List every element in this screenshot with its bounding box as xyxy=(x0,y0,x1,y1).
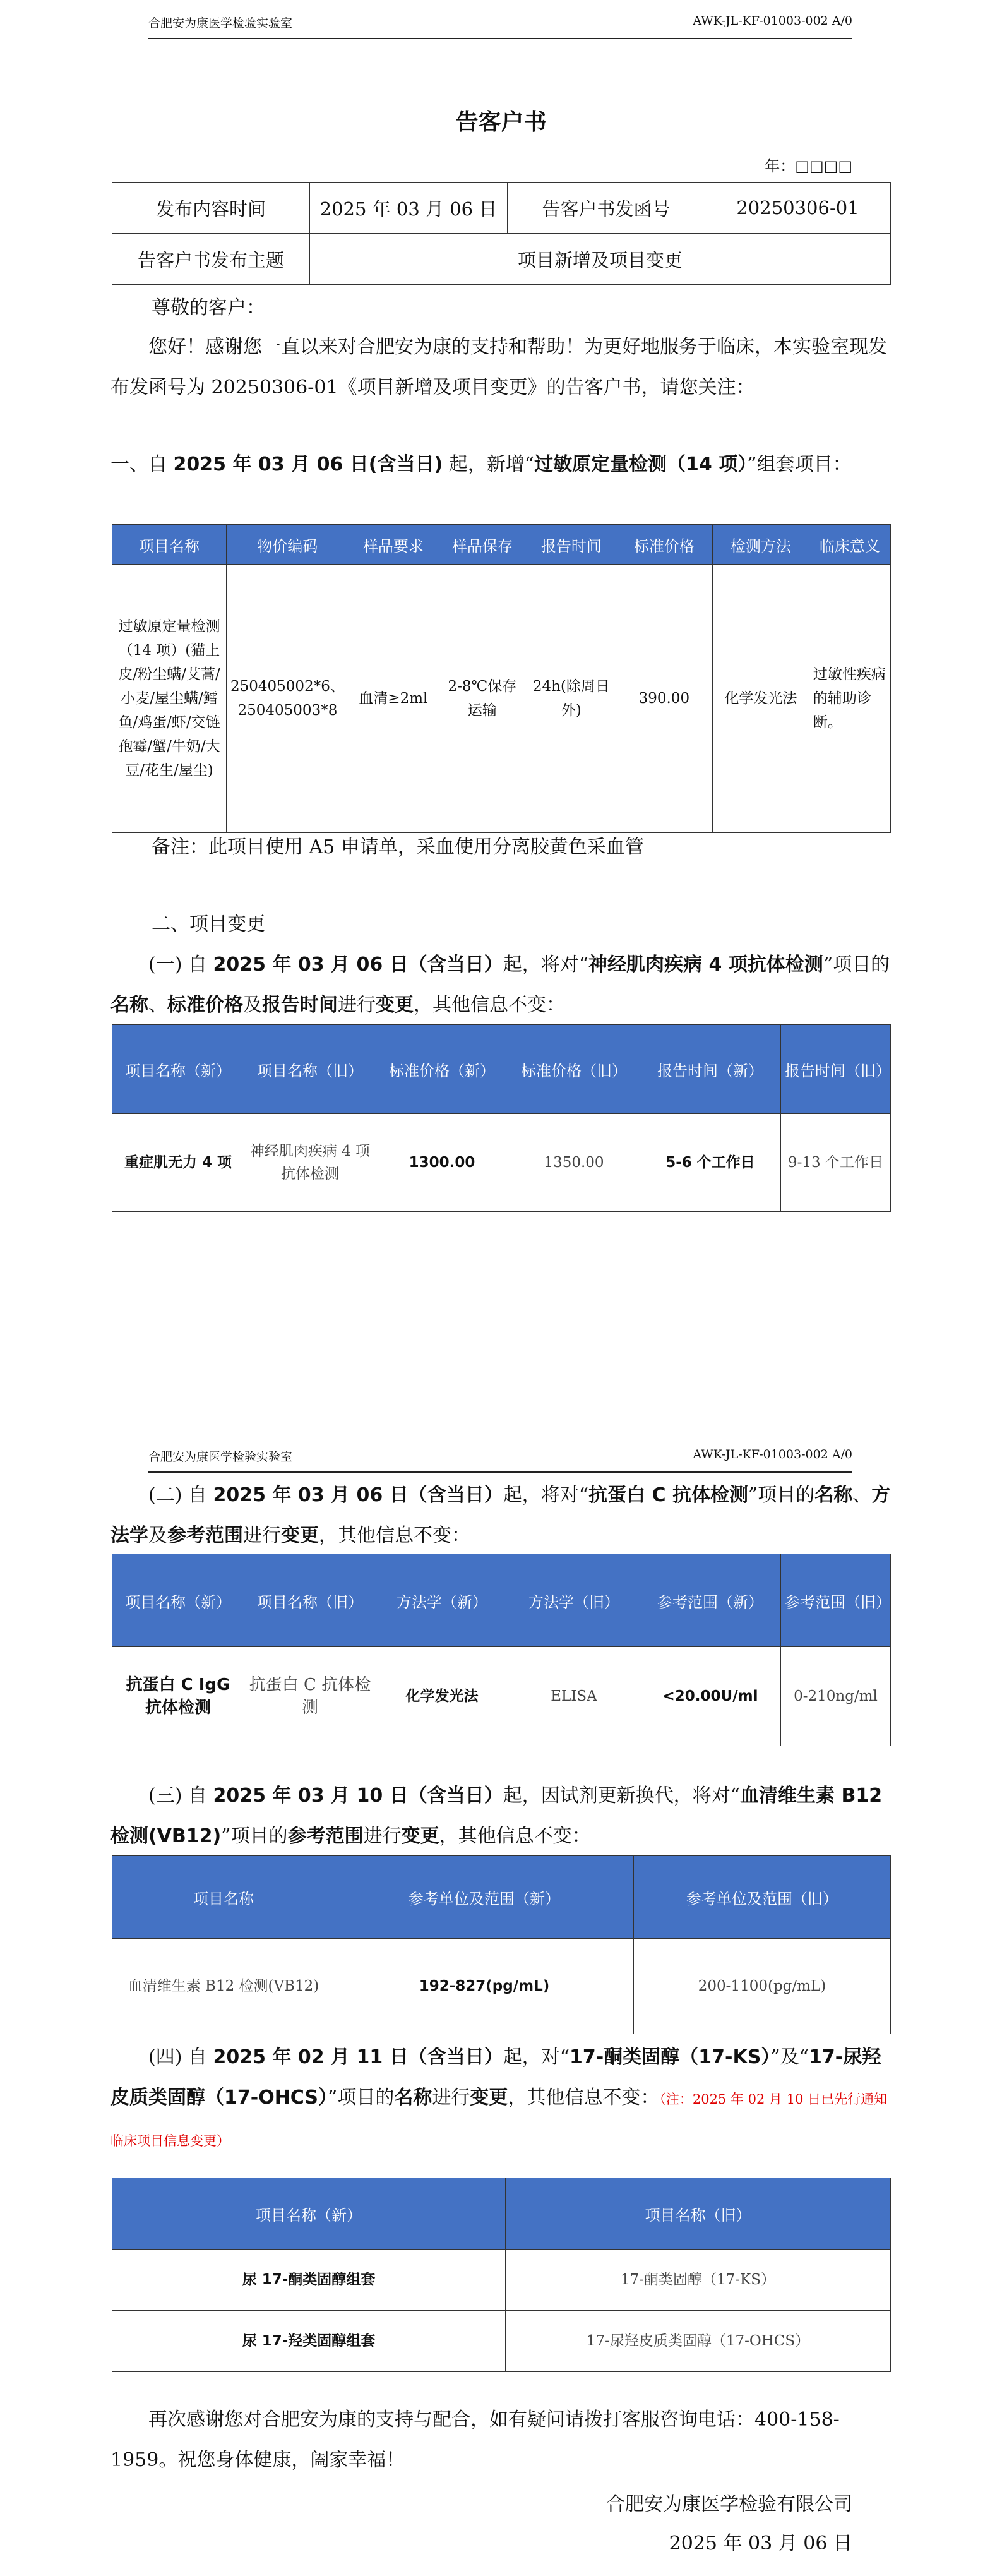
th-meaning: 临床意义 xyxy=(809,525,890,565)
c4-r0-new: 尿 17-酮类固醇组套 xyxy=(112,2250,506,2311)
meta-release-time: 2025 年 03 月 06 日 xyxy=(310,183,508,234)
c2-cell-5: 0-210ng/ml xyxy=(781,1647,891,1746)
c1-th-5: 报告时间（旧） xyxy=(781,1025,891,1114)
page-header xyxy=(148,0,852,39)
th-name: 项目名称 xyxy=(112,525,227,565)
page-header-2 xyxy=(148,1434,852,1473)
change3-table xyxy=(112,1855,891,2034)
new-item-table xyxy=(112,524,891,833)
greeting: 尊敬的客户： xyxy=(152,297,265,319)
c1-th-0: 项目名称（新） xyxy=(112,1025,244,1114)
th-sample: 样品要求 xyxy=(349,525,438,565)
change4-note: （注：2025 年 02 月 10 日已先行通知临床项目信息变更） xyxy=(110,2092,888,2148)
c1-th-3: 标准价格（旧） xyxy=(508,1025,640,1114)
c1-cell-1: 神经肌肉疾病 4 项抗体检测 xyxy=(244,1114,376,1212)
cell-method: 化学发光法 xyxy=(712,565,809,833)
section1-note: 备注：此项目使用 A5 申请单，采血使用分离胶黄色采血管 xyxy=(152,836,644,858)
header-lab: 合肥安为康医学检验实验室 xyxy=(148,16,293,30)
meta-topic: 项目新增及项目变更 xyxy=(310,234,891,285)
c2-th-0: 项目名称（新） xyxy=(112,1554,244,1647)
change1-text: (一) 自 2025 年 03 月 06 日（含当日）起，将对“神经肌肉疾病 4 项抗体检测”项目的名称、标准价格及报告时间进行变更，其他信息不变： xyxy=(110,954,890,1016)
change4-table xyxy=(112,2178,891,2372)
table-row xyxy=(112,565,891,833)
change1-table xyxy=(112,1024,891,1212)
meta-table xyxy=(112,182,891,285)
table-row xyxy=(112,2311,891,2372)
table-row xyxy=(112,1647,891,1746)
header-lab-2: 合肥安为康医学检验实验室 xyxy=(148,1450,293,1464)
cell-code: 250405002*6、250405003*8 xyxy=(227,565,349,833)
change3-text: (三) 自 2025 年 03 月 10 日（含当日）起，因试剂更新换代，将对“血清维生素 B12 检测(VB12)”项目的参考范围进行变更，其他信息不变： xyxy=(110,1785,883,1847)
c2-cell-4: <20.00U/ml xyxy=(640,1647,781,1746)
cell-name: 过敏原定量检测（14 项）(猫上皮/粉尘螨/艾蒿/小麦/屋尘螨/鳕鱼/鸡蛋/虾/交链孢霉/蟹/牛奶/大豆/花生/屋尘) xyxy=(112,565,227,833)
c1-cell-5: 9-13 个工作日 xyxy=(781,1114,891,1212)
th-price: 标准价格 xyxy=(616,525,712,565)
c1-cell-3: 1350.00 xyxy=(508,1114,640,1212)
c3-th-1: 参考单位及范围（新） xyxy=(335,1856,634,1939)
c4-r0-old: 17-酮类固醇（17-KS） xyxy=(506,2250,891,2311)
section1-heading: 一、自 2025 年 03 月 06 日(含当日) 起，新增“过敏原定量检测（14 项）”组套项目： xyxy=(110,453,852,476)
meta-release-time-label: 发布内容时间 xyxy=(112,183,310,234)
c4-th-0: 项目名称（新） xyxy=(112,2178,506,2250)
intro-paragraph: 您好！感谢您一直以来对合肥安为康的支持和帮助！为更好地服务于临床，本实验室现发布发函号为 20250306-01《项目新增及项目变更》的告客户书，请您关注： xyxy=(110,336,887,398)
c3-cell-0: 血清维生素 B12 检测(VB12) xyxy=(112,1939,335,2034)
cell-price: 390.00 xyxy=(616,565,712,833)
c2-th-4: 参考范围（新） xyxy=(640,1554,781,1647)
th-method: 检测方法 xyxy=(712,525,809,565)
c1-cell-0: 重症肌无力 4 项 xyxy=(112,1114,244,1212)
c4-th-1: 项目名称（旧） xyxy=(506,2178,891,2250)
closing-paragraph: 再次感谢您对合肥安为康的支持与配合，如有疑问请拨打客服咨询电话：400-158-1959。祝您身体健康，阖家幸福！ xyxy=(110,2409,840,2471)
c1-th-2: 标准价格（新） xyxy=(376,1025,508,1114)
header-doc-code-2: AWK-JL-KF-01003-002 A/0 xyxy=(693,1447,852,1461)
c2-th-5: 参考范围（旧） xyxy=(781,1554,891,1647)
signature-company: 合肥安为康医学检验有限公司 xyxy=(606,2493,852,2515)
c3-cell-1: 192-827(pg/mL) xyxy=(335,1939,634,2034)
c1-th-4: 报告时间（新） xyxy=(640,1025,781,1114)
meta-letter-no-label: 告客户书发函号 xyxy=(508,183,705,234)
th-storage: 样品保存 xyxy=(438,525,527,565)
c4-r1-old: 17-尿羟皮质类固醇（17-OHCS） xyxy=(506,2311,891,2372)
c2-cell-0: 抗蛋白 C IgG 抗体检测 xyxy=(112,1647,244,1746)
signature-date: 2025 年 03 月 06 日 xyxy=(669,2532,852,2555)
meta-topic-label: 告客户书发布主题 xyxy=(112,234,310,285)
th-report: 报告时间 xyxy=(527,525,616,565)
c2-cell-3: ELISA xyxy=(508,1647,640,1746)
change2-text: (二) 自 2025 年 03 月 06 日（含当日）起，将对“抗蛋白 C 抗体检测”项目的名称、方法学及参考范围进行变更，其他信息不变： xyxy=(110,1484,891,1547)
c2-th-1: 项目名称（旧） xyxy=(244,1554,376,1647)
c1-th-1: 项目名称（旧） xyxy=(244,1025,376,1114)
c1-cell-4: 5-6 个工作日 xyxy=(640,1114,781,1212)
section2-title: 二、项目变更 xyxy=(152,913,265,935)
meta-letter-no: 20250306-01 xyxy=(705,183,891,234)
year-label: 年：□□□□ xyxy=(765,157,852,175)
cell-sample: 血清≥2ml xyxy=(349,565,438,833)
c3-cell-2: 200-1100(pg/mL) xyxy=(634,1939,891,2034)
change2-table xyxy=(112,1554,891,1746)
header-doc-code: AWK-JL-KF-01003-002 A/0 xyxy=(693,14,852,28)
change4-text: (四) 自 2025 年 02 月 11 日（含当日）起，对“17-酮类固醇（17-KS）”及“17-尿羟皮质类固醇（17-OHCS）”项目的名称进行变更，其他信息不变：（注：2025 年 02 月 10 日已先行通知临床项目信息变更） xyxy=(110,2046,888,2148)
c2-th-2: 方法学（新） xyxy=(376,1554,508,1647)
c2-cell-1: 抗蛋白 C 抗体检测 xyxy=(244,1647,376,1746)
table-row xyxy=(112,2250,891,2311)
page-title: 告客户书 xyxy=(455,109,547,135)
c2-th-3: 方法学（旧） xyxy=(508,1554,640,1647)
cell-meaning: 过敏性疾病的辅助诊断。 xyxy=(809,565,890,833)
c3-th-2: 参考单位及范围（旧） xyxy=(634,1856,891,1939)
table-row xyxy=(112,1939,891,2034)
c3-th-0: 项目名称 xyxy=(112,1856,335,1939)
th-code: 物价编码 xyxy=(227,525,349,565)
cell-report: 24h(除周日外) xyxy=(527,565,616,833)
table-row xyxy=(112,1114,891,1212)
cell-storage: 2-8℃保存运输 xyxy=(438,565,527,833)
c1-cell-2: 1300.00 xyxy=(376,1114,508,1212)
c4-r1-new: 尿 17-羟类固醇组套 xyxy=(112,2311,506,2372)
c2-cell-2: 化学发光法 xyxy=(376,1647,508,1746)
